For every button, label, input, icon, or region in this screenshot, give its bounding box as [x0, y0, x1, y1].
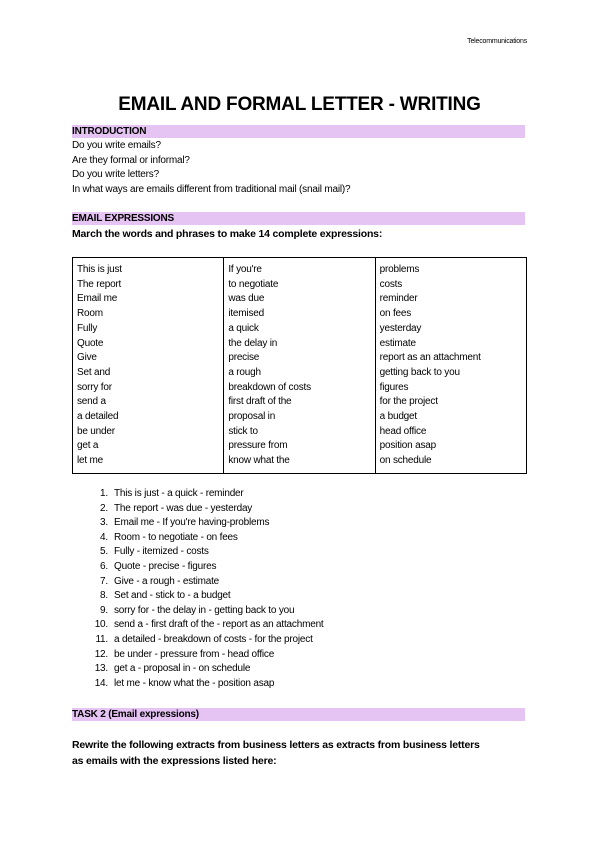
table-cell: costs: [379, 278, 402, 290]
table-cell: let me: [77, 455, 104, 467]
list-text: Set and - stick to - a budget: [114, 590, 231, 602]
list-item: [72, 648, 324, 663]
task2-instruction-line1: Rewrite the following extracts from business letters as extracts from business letters: [72, 739, 480, 751]
table-cell: be under: [77, 425, 115, 437]
list-text: Fully - itemized - costs: [114, 546, 209, 558]
table-cell: a detailed: [77, 411, 119, 423]
email-expressions-instruction: March the words and phrases to make 14 complete expressions:: [72, 228, 383, 240]
table-cell: on fees: [379, 308, 412, 320]
list-item: [72, 662, 324, 677]
list-text: Give - a rough - estimate: [114, 575, 220, 587]
list-text: send a - first draft of the - report as an attachment: [114, 619, 324, 631]
table-cell: precise: [228, 352, 260, 364]
list-item: [72, 487, 324, 502]
table-cell: Email me: [77, 293, 118, 305]
list-number: 2.: [100, 502, 108, 514]
list-item: [72, 589, 324, 604]
list-item: [72, 531, 324, 546]
list-number: 10.: [94, 619, 108, 631]
table-cell: the delay in: [228, 337, 278, 349]
table-cell: position asap: [379, 440, 436, 452]
table-cell: head office: [379, 425, 427, 437]
table-cell: on schedule: [379, 455, 432, 467]
list-number: 14.: [94, 677, 108, 689]
table-cell: a budget: [379, 411, 417, 423]
page-title: EMAIL AND FORMAL LETTER - WRITING: [118, 94, 481, 115]
intro-question: Do you write emails?: [72, 140, 161, 151]
list-item: [72, 502, 324, 517]
table-cell: pressure from: [228, 440, 288, 452]
task2-instruction-line2: as emails with the expressions listed here:: [72, 755, 277, 767]
table-cell: Fully: [77, 322, 98, 334]
list-text: sorry for - the delay in - getting back to you: [114, 604, 295, 616]
table-cell: This is just: [77, 264, 122, 275]
list-item: [72, 560, 324, 575]
table-cell: figures: [379, 381, 409, 393]
list-text: Quote - precise - figures: [114, 560, 217, 572]
table-cell: yesterday: [379, 322, 422, 334]
list-number: 5.: [100, 546, 108, 558]
table-cell: If you're: [228, 264, 262, 275]
table-cell: for the project: [379, 396, 438, 408]
list-number: 13.: [94, 663, 108, 675]
table-cell: sorry for: [77, 381, 112, 393]
list-text: be under - pressure from - head office: [114, 648, 275, 660]
list-text: let me - know what the - position asap: [114, 677, 275, 689]
list-item: [72, 618, 324, 633]
list-item: [72, 604, 324, 619]
list-item: [72, 516, 324, 531]
list-number: 7.: [100, 575, 108, 587]
intro-question: Do you write letters?: [72, 169, 159, 180]
answers-list: [72, 487, 324, 691]
list-text: get a - proposal in - on schedule: [114, 663, 251, 675]
task2-heading: TASK 2 (Email expressions): [72, 708, 525, 721]
list-text: a detailed - breakdown of costs - for the project: [114, 633, 313, 645]
list-number: 3.: [100, 517, 108, 529]
table-cell: reminder: [379, 293, 418, 305]
table-cell: Give: [77, 352, 97, 364]
list-item: [72, 575, 324, 590]
table-cell: report as an attachment: [379, 352, 481, 364]
table-cell: itemised: [228, 308, 264, 320]
list-number: 9.: [100, 604, 108, 616]
table-cell: a rough: [228, 366, 261, 378]
matching-table: [72, 257, 527, 474]
list-number: 11.: [95, 633, 108, 645]
table-cell: know what the: [228, 455, 290, 467]
table-cell: breakdown of costs: [228, 381, 311, 393]
list-text: The report - was due - yesterday: [114, 502, 253, 514]
table-cell: Quote: [77, 337, 104, 349]
table-cell: to negotiate: [228, 278, 279, 290]
table-cell: send a: [77, 396, 106, 408]
introduction-heading: INTRODUCTION: [72, 125, 525, 138]
list-number: 12.: [94, 648, 108, 660]
table-column-3: [375, 258, 526, 474]
list-text: This is just - a quick - reminder: [114, 488, 244, 499]
table-cell: estimate: [379, 337, 416, 349]
table-cell: Room: [77, 308, 103, 320]
list-item: [72, 545, 324, 560]
table-column-1: [73, 258, 224, 474]
email-expressions-heading: EMAIL EXPRESSIONS: [72, 212, 525, 225]
list-number: 8.: [100, 590, 108, 602]
table-cell: get a: [77, 440, 99, 452]
list-text: Email me - If you're having-problems: [114, 517, 270, 529]
list-item: [72, 633, 324, 648]
table-cell: Set and: [77, 366, 111, 378]
list-item: [72, 677, 324, 692]
table-cell: The report: [77, 278, 122, 290]
list-number: 1.: [100, 488, 108, 499]
table-cell: getting back to you: [379, 366, 460, 378]
table-cell: was due: [228, 293, 265, 305]
table-cell: stick to: [228, 425, 258, 437]
intro-question: In what ways are emails different from traditional mail (snail mail)?: [72, 184, 351, 195]
header-category: Telecommunications: [467, 38, 527, 45]
table-cell: problems: [379, 264, 420, 275]
table-cell: first draft of the: [228, 396, 292, 408]
table-column-2: [224, 258, 375, 474]
intro-question: Are they formal or informal?: [72, 155, 190, 166]
list-text: Room - to negotiate - on fees: [114, 531, 238, 543]
table-cell: proposal in: [228, 411, 276, 423]
list-number: 6.: [100, 560, 108, 572]
table-cell: a quick: [228, 322, 259, 334]
list-number: 4.: [100, 531, 108, 543]
